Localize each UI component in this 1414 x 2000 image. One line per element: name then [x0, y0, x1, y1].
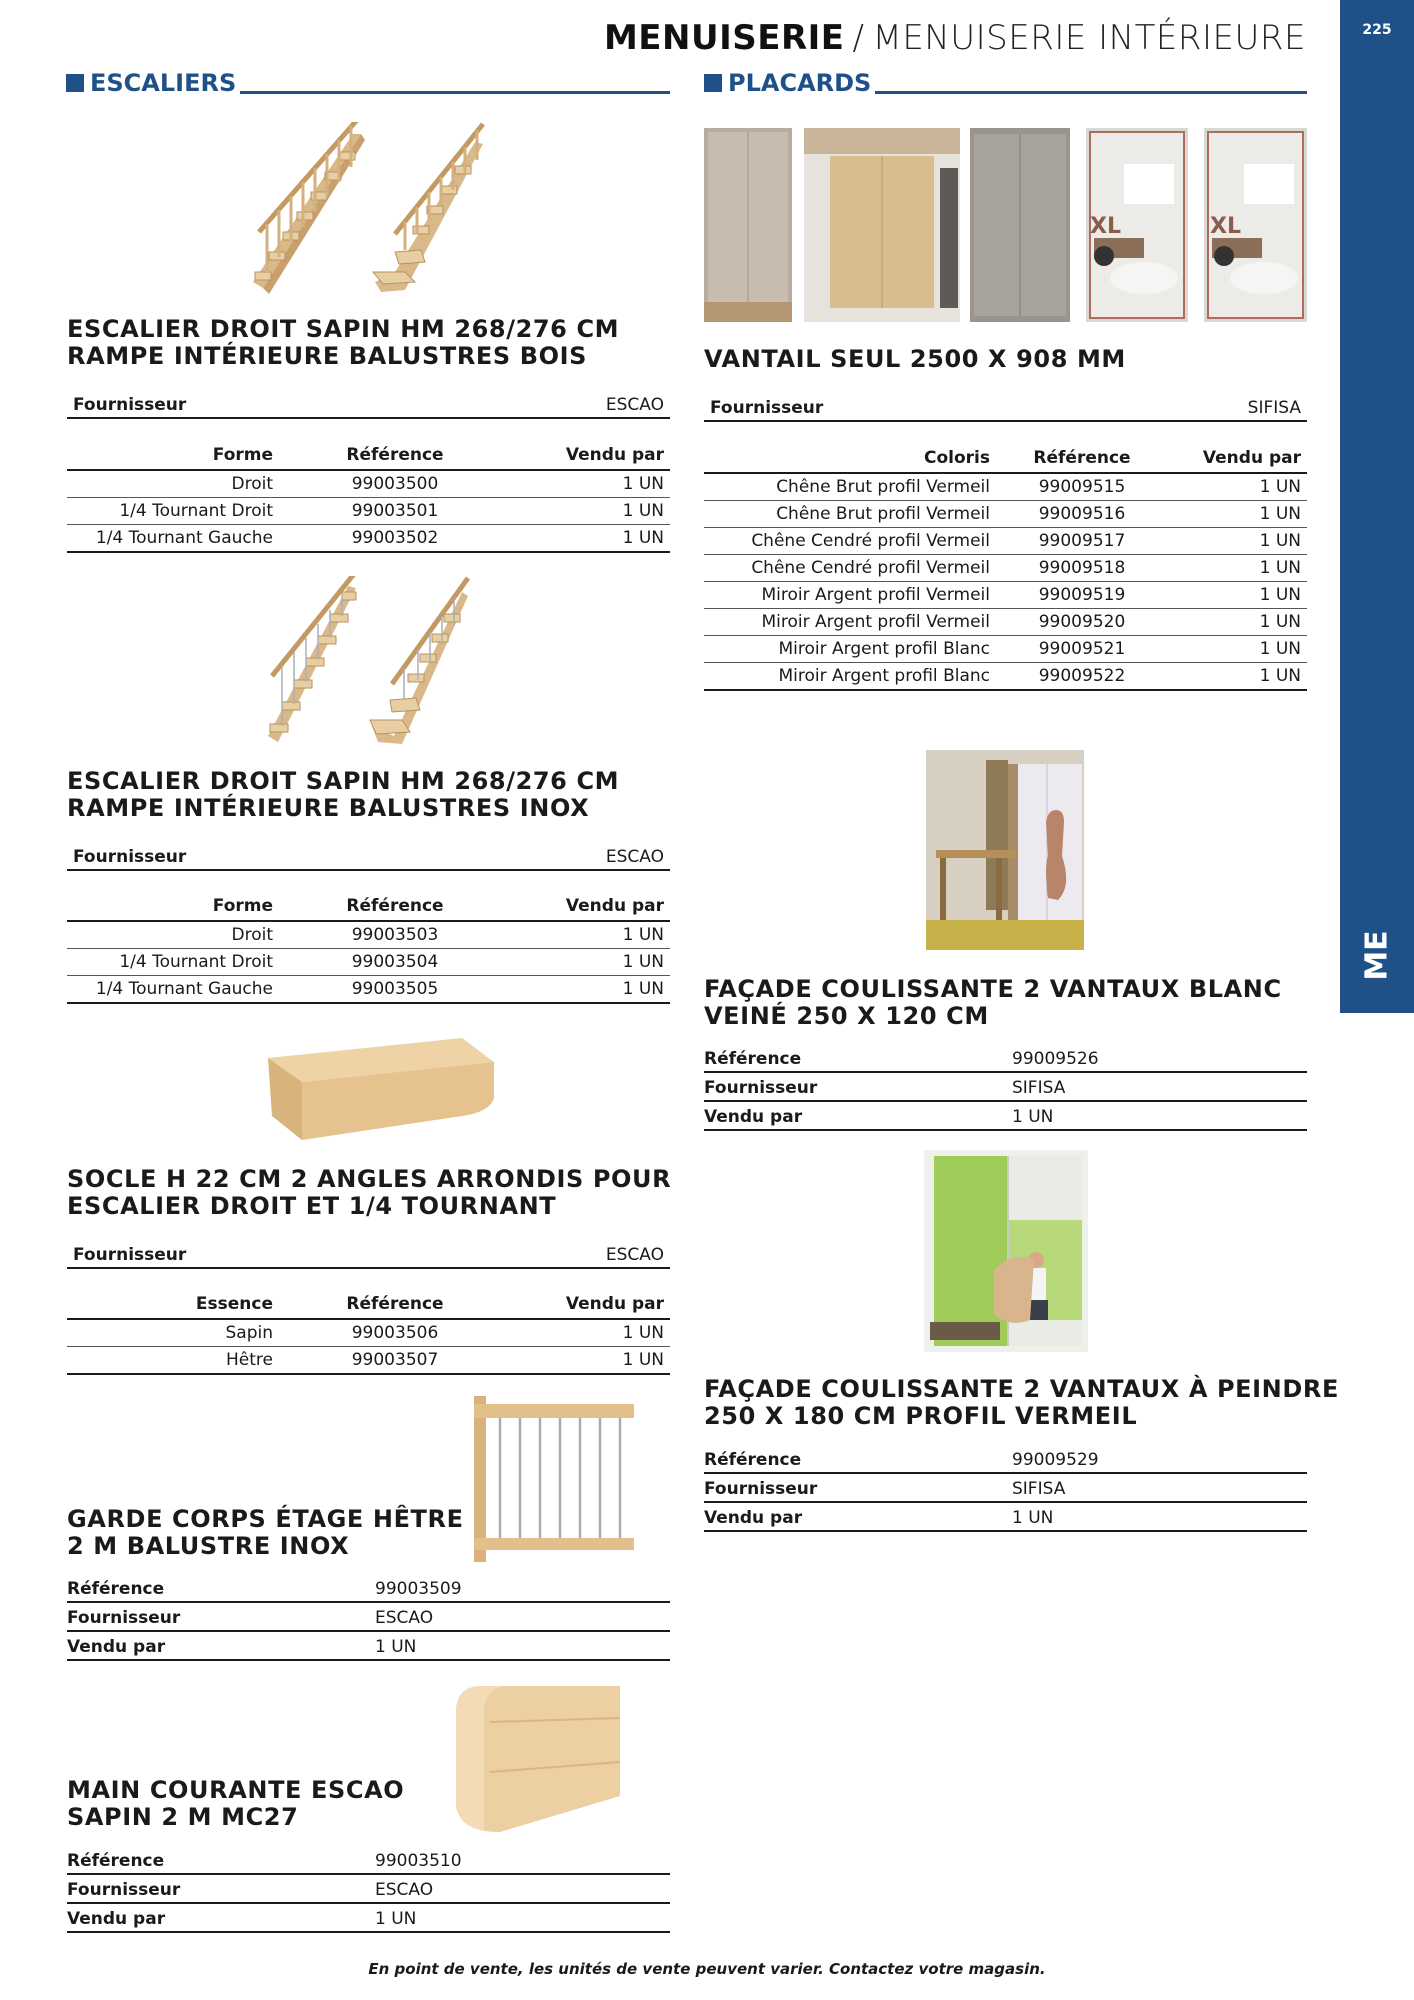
main-courante-image [450, 1682, 626, 1838]
product-title: ESCALIER DROIT SAPIN HM 268/276 CM RAMPE INTÉRIEURE BALUSTRES BOIS [67, 315, 620, 370]
spec-row [704, 1073, 1307, 1102]
spec-key: Référence [704, 1049, 802, 1069]
chapter-code: ME [1359, 929, 1395, 981]
table-cell: 1 UN [511, 525, 670, 553]
stair-inox-balusters-image [262, 576, 482, 746]
spec-row [67, 1875, 670, 1904]
table-cell: 1 UN [1168, 636, 1307, 663]
table-cell: Chêne Brut profil Vermeil [704, 473, 996, 501]
spec-value: 99003509 [375, 1579, 462, 1599]
spec-row [67, 1603, 670, 1632]
spec-key: Vendu par [67, 1909, 166, 1929]
spec-key: Vendu par [67, 1637, 166, 1657]
spec-key: Référence [704, 1450, 802, 1470]
table-row [67, 921, 670, 949]
xl-badge: XL [1090, 214, 1121, 239]
spec-row [704, 1044, 1307, 1073]
table-cell: 99003501 [279, 498, 511, 525]
supplier-row: Fournisseur ESCAO [67, 393, 670, 419]
spec-row [704, 1445, 1307, 1474]
spec-key: Vendu par [704, 1508, 803, 1528]
title-separator: / [852, 18, 865, 58]
facade-peindre-specs [704, 1445, 1307, 1532]
table-cell: 99009520 [996, 609, 1168, 636]
table-cell: 1/4 Tournant Gauche [67, 976, 279, 1004]
spec-row [67, 1632, 670, 1661]
socle-table: Essence Référence Vendu par Sapin 99003506 1 UN Hêtre 99003507 1 UN [67, 1290, 670, 1375]
table-row [704, 636, 1307, 663]
spec-row [704, 1474, 1307, 1503]
section-label: PLACARDS [728, 69, 872, 97]
main-courante-specs [67, 1846, 670, 1933]
table-cell: 99009517 [996, 528, 1168, 555]
table-cell: 99009515 [996, 473, 1168, 501]
spec-value: ESCAO [375, 1880, 434, 1900]
table-row [704, 582, 1307, 609]
spec-row [704, 1102, 1307, 1131]
product-title: MAIN COURANTE ESCAO SAPIN 2 M MC27 [67, 1776, 405, 1831]
spec-value: 99009526 [1012, 1049, 1099, 1069]
table-cell: 99003504 [279, 949, 511, 976]
section-rule [875, 91, 1307, 94]
spec-value: SIFISA [1012, 1479, 1066, 1499]
table-cell: Chêne Brut profil Vermeil [704, 501, 996, 528]
section-square-icon [66, 74, 84, 92]
facade-peindre-image [924, 1150, 1088, 1352]
table-cell: 1 UN [511, 949, 670, 976]
table-cell: 1/4 Tournant Gauche [67, 525, 279, 553]
section-placards [704, 68, 1307, 96]
product-title: FAÇADE COULISSANTE 2 VANTAUX BLANC VEINÉ 250 X 120 CM [704, 975, 1282, 1030]
spec-row [67, 1846, 670, 1875]
table-cell: 1 UN [511, 470, 670, 498]
table-cell: 99009519 [996, 582, 1168, 609]
product-title: SOCLE H 22 CM 2 ANGLES ARRONDIS POUR ESCALIER DROIT ET 1/4 TOURNANT [67, 1165, 672, 1220]
table-row [704, 473, 1307, 501]
table-row [67, 525, 670, 553]
subcategory-title: MENUISERIE INTÉRIEURE [872, 18, 1306, 58]
table-row [704, 528, 1307, 555]
table-row [67, 949, 670, 976]
footer-note: En point de vente, les unités de vente peuvent varier. Contactez votre magasin. [368, 1960, 1046, 1978]
table-cell: 1 UN [511, 1319, 670, 1347]
product-title: VANTAIL SEUL 2500 X 908 MM [704, 345, 1126, 373]
table-cell: 1/4 Tournant Droit [67, 498, 279, 525]
facade-blanc-image [926, 750, 1084, 950]
table-row [67, 470, 670, 498]
table-cell: Miroir Argent profil Vermeil [704, 582, 996, 609]
chapter-side-tab [1340, 0, 1414, 1013]
table-cell: Chêne Cendré profil Vermeil [704, 528, 996, 555]
vantail-images [704, 128, 1307, 322]
garde-corps-image [470, 1396, 638, 1562]
table-cell: 1 UN [1168, 473, 1307, 501]
table-row [67, 1347, 670, 1375]
spec-key: Fournisseur [704, 1479, 818, 1499]
table-cell: Miroir Argent profil Blanc [704, 636, 996, 663]
table-cell: 99009521 [996, 636, 1168, 663]
table-cell: 99003500 [279, 470, 511, 498]
table-cell: 1 UN [511, 498, 670, 525]
page-title [604, 18, 1306, 58]
supplier-row: Fournisseur ESCAO [67, 845, 670, 871]
spec-row [704, 1503, 1307, 1532]
table-cell: 1 UN [1168, 528, 1307, 555]
table-cell: 99003506 [279, 1319, 511, 1347]
table-row [704, 663, 1307, 691]
xl-badge: XL [1210, 214, 1241, 239]
table-cell: Droit [67, 921, 279, 949]
table-cell: 99009522 [996, 663, 1168, 691]
section-escaliers [66, 68, 670, 96]
spec-value: SIFISA [1012, 1078, 1066, 1098]
spec-value: ESCAO [375, 1608, 434, 1628]
table-cell: 1 UN [1168, 663, 1307, 691]
section-rule [240, 91, 670, 94]
table-cell: 1 UN [511, 1347, 670, 1375]
stair-wood-table: Forme Référence Vendu par Droit 99003500 1 UN 1/4 Tournant Droit 99003501 1 UN 1/4 Tournant Gauche 99003502 1 UN [67, 441, 670, 553]
spec-value: 99003510 [375, 1851, 462, 1871]
spec-key: Fournisseur [704, 1078, 818, 1098]
table-row [67, 498, 670, 525]
spec-value: 1 UN [375, 1909, 417, 1929]
spec-row [67, 1574, 670, 1603]
spec-key: Référence [67, 1851, 165, 1871]
table-cell: Miroir Argent profil Vermeil [704, 609, 996, 636]
garde-corps-specs [67, 1574, 670, 1661]
supplier-row: Fournisseur SIFISA [704, 396, 1307, 422]
spec-key: Fournisseur [67, 1880, 181, 1900]
spec-value: 1 UN [1012, 1107, 1054, 1127]
table-cell: 1/4 Tournant Droit [67, 949, 279, 976]
table-row [704, 501, 1307, 528]
supplier-row: Fournisseur ESCAO [67, 1243, 670, 1269]
table-cell: 1 UN [511, 921, 670, 949]
table-row [67, 1319, 670, 1347]
table-cell: 99009516 [996, 501, 1168, 528]
table-cell: Hêtre [67, 1347, 279, 1375]
section-square-icon [704, 74, 722, 92]
vantail-table: Coloris Référence Vendu par Chêne Brut profil Vermeil 99009515 1 UN Chêne Brut profil Vermeil 99009516 1 UN Chêne Cendré profil Vermeil 99009517 1 UN Chêne Cendré profil Vermeil 99009518 1 UN Miroir Argent profil Vermeil 99009519 1 UN Miroir Argent profil Vermeil 99009520 1 UN Miroir Argent profil Blanc 99009521 1 UN Miroir Argent profil Blanc 99009522 1 UN [704, 444, 1307, 691]
table-cell: 1 UN [1168, 582, 1307, 609]
table-cell: 99003502 [279, 525, 511, 553]
product-title: FAÇADE COULISSANTE 2 VANTAUX À PEINDRE 250 X 180 CM PROFIL VERMEIL [704, 1375, 1339, 1430]
table-cell: 1 UN [1168, 555, 1307, 582]
socle-image [262, 1032, 498, 1142]
product-title: GARDE CORPS ÉTAGE HÊTRE 2 M BALUSTRE INOX [67, 1505, 464, 1560]
facade-blanc-specs [704, 1044, 1307, 1131]
table-cell: 1 UN [1168, 609, 1307, 636]
spec-key: Référence [67, 1579, 165, 1599]
spec-row [67, 1904, 670, 1933]
section-label: ESCALIERS [90, 69, 237, 97]
table-cell: Droit [67, 470, 279, 498]
table-cell: Miroir Argent profil Blanc [704, 663, 996, 691]
table-cell: 99009518 [996, 555, 1168, 582]
stair-inox-table: Forme Référence Vendu par Droit 99003503 1 UN 1/4 Tournant Droit 99003504 1 UN 1/4 Tournant Gauche 99003505 1 UN [67, 892, 670, 1004]
table-cell: 99003503 [279, 921, 511, 949]
category-title: MENUISERIE [603, 18, 845, 58]
table-cell: 99003507 [279, 1347, 511, 1375]
page-number: 225 [1362, 22, 1392, 38]
table-row [67, 976, 670, 1004]
table-cell: Chêne Cendré profil Vermeil [704, 555, 996, 582]
table-cell: Sapin [67, 1319, 279, 1347]
table-cell: 1 UN [511, 976, 670, 1004]
spec-value: 1 UN [375, 1637, 417, 1657]
spec-key: Vendu par [704, 1107, 803, 1127]
table-cell: 99003505 [279, 976, 511, 1004]
product-title: ESCALIER DROIT SAPIN HM 268/276 CM RAMPE INTÉRIEURE BALUSTRES INOX [67, 767, 620, 822]
stair-wood-balusters-image [245, 122, 495, 297]
spec-key: Fournisseur [67, 1608, 181, 1628]
spec-value: 99009529 [1012, 1450, 1099, 1470]
table-cell: 1 UN [1168, 501, 1307, 528]
table-row [704, 555, 1307, 582]
table-row [704, 609, 1307, 636]
spec-value: 1 UN [1012, 1508, 1054, 1528]
